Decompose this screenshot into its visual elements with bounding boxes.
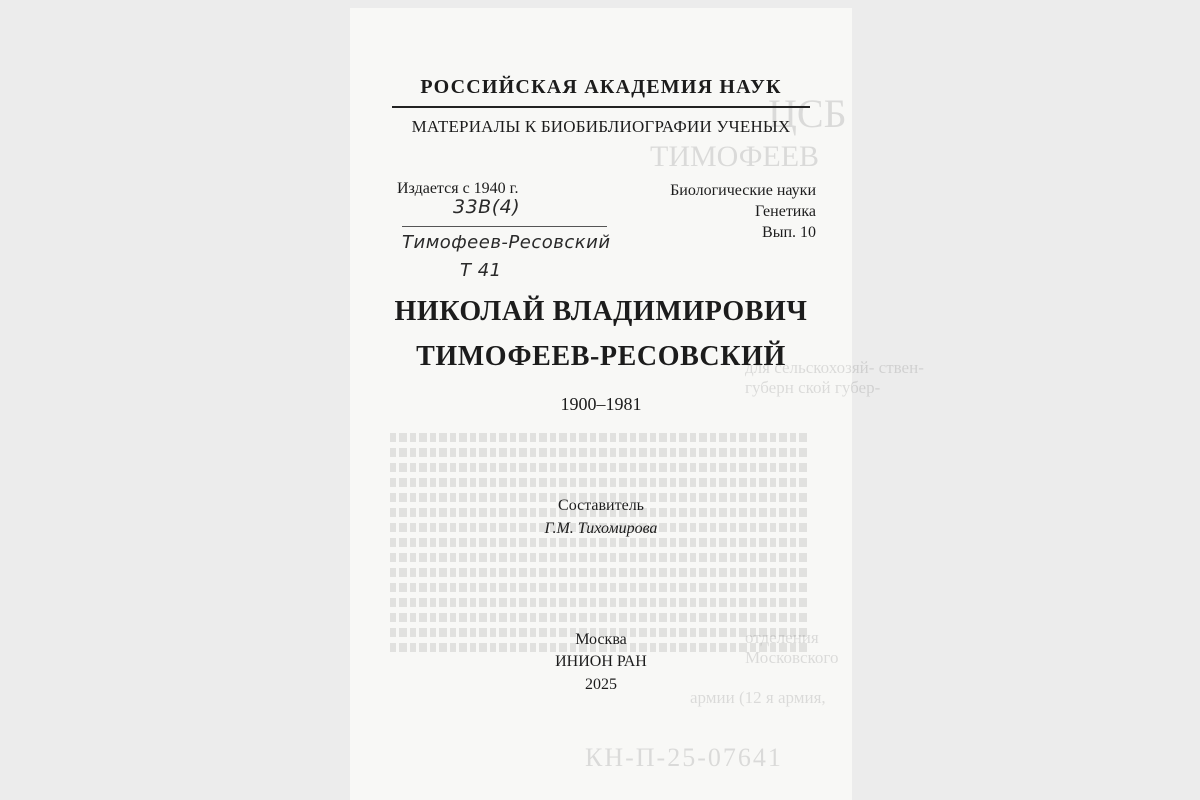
category-subfield: Генетика [755,203,816,220]
bleed-through-heading: ЦСБ [768,91,847,136]
bleed-through-line: ТИМОФЕЕВ [650,140,820,173]
subject-surname: ТИМОФЕЕВ-РЕСОВСКИЙ [416,341,786,372]
category-field: Биологические науки [670,182,816,199]
bleed-through-stamp: КН-П-25-07641 [585,743,783,772]
publication-year: 2025 [585,676,617,693]
bleed-through-line: губерн ской губер- [745,378,881,397]
publisher-name: ИНИОН РАН [555,653,647,670]
handwritten-underline [402,226,607,227]
handwritten-cutter-number: Т 41 [460,260,502,281]
subject-category [670,180,816,243]
bleed-through-line: для сельскохозяй- ствен- [745,358,924,377]
issue-number: Вып. 10 [762,224,816,241]
published-since: Издается с 1940 г. [397,180,519,197]
bleed-through-line: Московского [745,648,839,667]
academy-heading: РОССИЙСКАЯ АКАДЕМИЯ НАУК [420,76,782,98]
bleed-through-line: армии (12 я армия, [690,688,826,707]
title-page [350,8,924,800]
handwritten-shelf-mark: 33В(4) [453,196,521,218]
bleed-through-line: отделения [745,628,819,647]
life-years: 1900–1981 [560,394,642,414]
compiler-label: Составитель [558,497,644,514]
publication-city: Москва [575,631,627,648]
handwritten-author-heading: Тимофеев-Ресовский [402,232,611,253]
subject-first-names: НИКОЛАЙ ВЛАДИМИРОВИЧ [394,296,808,327]
header-rule [392,106,810,108]
series-title: МАТЕРИАЛЫ К БИОБИБЛИОГРАФИИ УЧЕНЫХ [411,117,791,136]
compiler-name: Г.М. Тихомирова [544,520,658,537]
